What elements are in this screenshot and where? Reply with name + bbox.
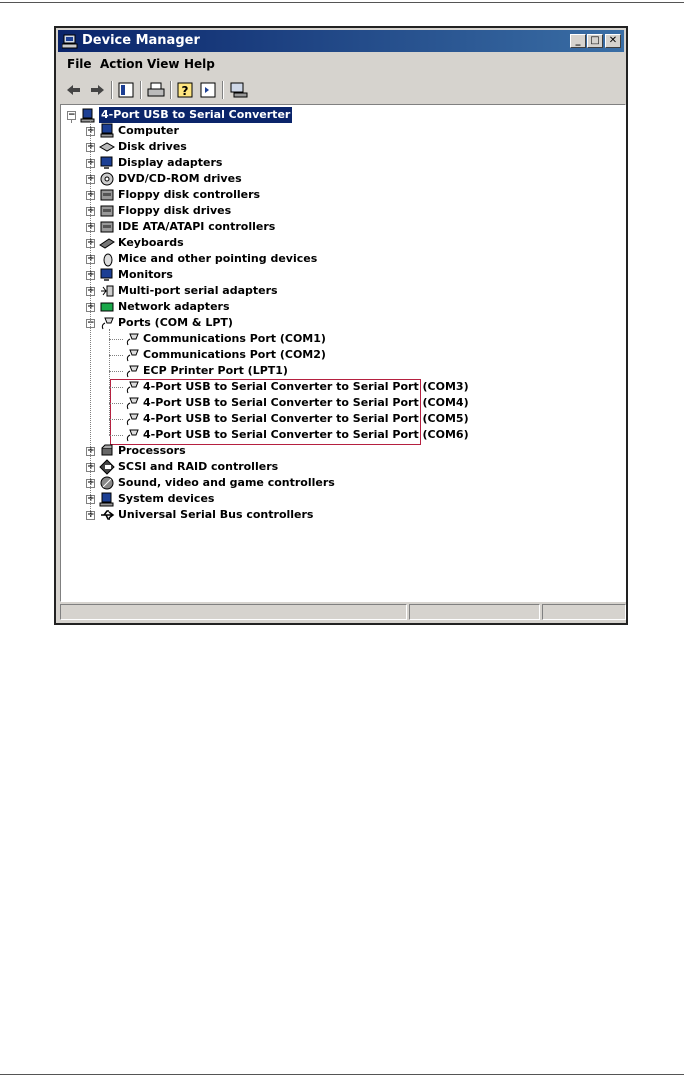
help-icon[interactable] xyxy=(175,80,195,100)
port-icon xyxy=(124,395,140,411)
collapse-toggle[interactable]: − xyxy=(68,110,76,120)
tree-item-label: Ports (COM & LPT) xyxy=(118,316,233,329)
display-icon xyxy=(99,155,115,171)
expand-toggle[interactable]: + xyxy=(87,302,95,312)
status-pane-main xyxy=(60,604,407,620)
back-icon[interactable] xyxy=(64,80,84,100)
floppy-icon xyxy=(99,219,115,235)
tree-item-label: Monitors xyxy=(118,268,173,281)
status-pane-right xyxy=(542,604,626,620)
toolbar-separator xyxy=(111,81,113,99)
tree-item-label: System devices xyxy=(118,492,215,505)
computer-icon xyxy=(99,123,115,139)
menu-view[interactable]: View xyxy=(147,57,180,71)
tree-connector xyxy=(71,120,72,122)
tree-item-label: Floppy disk controllers xyxy=(118,188,261,201)
expand-toggle[interactable]: + xyxy=(87,286,95,296)
cpu-icon xyxy=(99,443,115,459)
device-tree[interactable] xyxy=(60,104,626,602)
menu-bar xyxy=(58,54,624,76)
tree-item-label: Universal Serial Bus controllers xyxy=(118,508,314,521)
port-icon xyxy=(124,331,140,347)
tree-item-label: ECP Printer Port (LPT1) xyxy=(143,364,288,377)
maximize-button[interactable]: □ xyxy=(587,34,603,48)
bottom-rule xyxy=(0,1074,684,1075)
print-icon[interactable] xyxy=(146,80,166,100)
system-icon xyxy=(80,107,96,123)
tree-connector xyxy=(109,355,123,356)
toolbar-separator xyxy=(140,81,142,99)
scan-hardware-icon[interactable] xyxy=(229,80,249,100)
keyboard-icon xyxy=(99,235,115,251)
status-bar xyxy=(58,602,624,622)
tree-connector xyxy=(90,121,91,515)
floppy-icon xyxy=(99,203,115,219)
expand-toggle[interactable]: + xyxy=(87,238,95,248)
tree-item-label: 4-Port USB to Serial Converter to Serial Port (COM5) xyxy=(143,412,469,425)
tree-connector xyxy=(109,387,123,388)
expand-toggle[interactable]: + xyxy=(87,126,95,136)
scsi-icon xyxy=(99,459,115,475)
tree-connector xyxy=(109,419,123,420)
expand-toggle[interactable]: + xyxy=(87,174,95,184)
expand-toggle[interactable]: + xyxy=(87,478,95,488)
tree-item-label: Mice and other pointing devices xyxy=(118,252,318,265)
system-icon xyxy=(99,491,115,507)
tree-item-label: IDE ATA/ATAPI controllers xyxy=(118,220,276,233)
port-icon xyxy=(124,411,140,427)
multiport-icon xyxy=(99,283,115,299)
menu-action[interactable]: Action xyxy=(100,57,144,71)
expand-toggle[interactable]: + xyxy=(87,270,95,280)
tree-item-label: Computer xyxy=(118,124,179,137)
view-icon[interactable] xyxy=(198,80,218,100)
sound-icon xyxy=(99,475,115,491)
minimize-button[interactable]: _ xyxy=(570,34,586,48)
expand-toggle[interactable]: + xyxy=(87,142,95,152)
expand-toggle[interactable]: + xyxy=(87,510,95,520)
expand-toggle[interactable]: + xyxy=(87,462,95,472)
toolbar xyxy=(58,78,624,102)
tree-item-label: Multi-port serial adapters xyxy=(118,284,278,297)
toolbar-separator xyxy=(170,81,172,99)
display-icon xyxy=(99,267,115,283)
tree-connector xyxy=(109,435,123,436)
usb-icon xyxy=(99,507,115,523)
tree-item-label: Display adapters xyxy=(118,156,223,169)
forward-icon[interactable] xyxy=(87,80,107,100)
tree-item-label: Sound, video and game controllers xyxy=(118,476,335,489)
tree-connector xyxy=(109,371,123,372)
tree-item-label: Communications Port (COM2) xyxy=(143,348,326,361)
expand-toggle[interactable]: + xyxy=(87,190,95,200)
tree-item-label: DVD/CD-ROM drives xyxy=(118,172,242,185)
tree-item-label: Network adapters xyxy=(118,300,230,313)
expand-toggle[interactable]: + xyxy=(87,494,95,504)
mouse-icon xyxy=(99,251,115,267)
tree-item-label: Floppy disk drives xyxy=(118,204,232,217)
tree-item-label: Disk drives xyxy=(118,140,187,153)
port-icon xyxy=(124,347,140,363)
port-icon xyxy=(124,363,140,379)
tree-item-label: Processors xyxy=(118,444,186,457)
menu-file[interactable]: File xyxy=(67,57,92,71)
tree-connector xyxy=(109,403,123,404)
dvd-icon xyxy=(99,171,115,187)
tree-item-label: 4-Port USB to Serial Converter to Serial Port (COM3) xyxy=(143,380,469,393)
tree-item-label: SCSI and RAID controllers xyxy=(118,460,279,473)
window-title: Device Manager xyxy=(82,33,200,48)
expand-toggle[interactable]: + xyxy=(87,206,95,216)
floppy-icon xyxy=(99,187,115,203)
tree-item-label: Keyboards xyxy=(118,236,184,249)
tree-item-label: 4-Port USB to Serial Converter xyxy=(101,108,291,121)
port-icon xyxy=(99,315,115,331)
toolbar-separator xyxy=(222,81,224,99)
device-manager-icon xyxy=(62,33,78,49)
disk-icon xyxy=(99,139,115,155)
expand-toggle[interactable]: + xyxy=(87,158,95,168)
close-button[interactable]: ✕ xyxy=(605,34,621,48)
expand-toggle[interactable]: + xyxy=(87,254,95,264)
menu-help[interactable]: Help xyxy=(184,57,215,71)
tree-connector xyxy=(109,339,123,340)
tree-item-label: Communications Port (COM1) xyxy=(143,332,326,345)
expand-toggle[interactable]: + xyxy=(87,446,95,456)
collapse-toggle[interactable]: − xyxy=(87,318,95,328)
tree-item-label: 4-Port USB to Serial Converter to Serial Port (COM4) xyxy=(143,396,469,409)
tree-item-label: 4-Port USB to Serial Converter to Serial Port (COM6) xyxy=(143,428,469,441)
svg-text:?: ? xyxy=(181,84,189,98)
port-icon xyxy=(124,379,140,395)
top-rule xyxy=(0,2,684,3)
port-icon xyxy=(124,427,140,443)
status-pane-middle xyxy=(409,604,540,620)
properties-pane-icon[interactable] xyxy=(116,80,136,100)
network-icon xyxy=(99,299,115,315)
device-manager-window xyxy=(54,26,628,625)
title-bar[interactable] xyxy=(58,30,624,52)
expand-toggle[interactable]: + xyxy=(87,222,95,232)
